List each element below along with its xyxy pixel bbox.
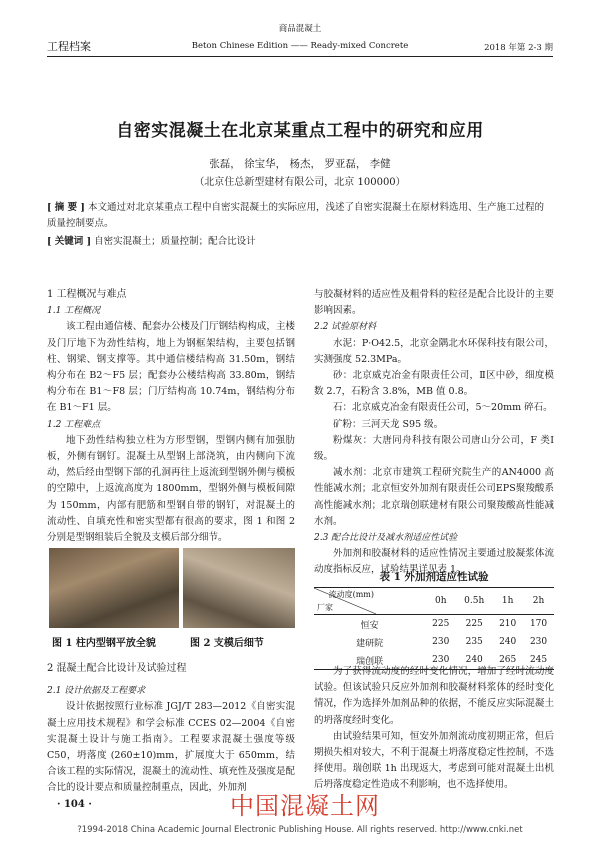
keywords [47,234,553,250]
paragraph: 该工程由通信楼、配套办公楼及门厅钢结构构成，主楼及门厅地下为劲性结构，地上为钢框架结构，主要包括钢柱、钢梁、钢支撑等。其中通信楼结构高 31.50m，钢结构分布在 B2～F5 层；配套办公楼结构高 33.80m，钢结构分布在 B1～F8 层；门厅结构高 10.74m，钢结构分布在 B1～F1 层。 [47,321,295,414]
table-cell: 210 [499,619,517,629]
paragraph: 由试验结果可知，恒安外加剂流动度初期正常，但后期损失相对较大，不利于混凝土坍落度稳定性控制，不选择使用。瑞创联 1h 出现返大，考虑到可能对混凝土出机后坍落度稳定性造成不利影响，也不选择使用。 [314,730,554,791]
figure-2-photo [183,548,295,628]
material-sand: 砂：北京威克冶金有限责任公司，Ⅱ区中砂，细度模数 2.7，石粉含 3.8%，MB 值 0.8。 [314,370,554,398]
table-cell: 240 [456,651,492,670]
table-1-title: 表 1 外加剂适应性试验 [379,571,489,583]
subsection-heading: 1.2 工程难点 [47,419,101,430]
journal-name: 商品混凝土 [278,24,322,34]
header-bottom-label: 厂家 [317,603,333,612]
subsection-heading: 2.3 配合比设计及减水剂适应性试验 [314,533,458,544]
table-cell: 170 [529,619,548,629]
affiliation: （北京住总新型建材有限公司，北京 100000） [194,177,406,188]
table-cell: 230 [529,637,548,647]
table-cell: 265 [492,651,523,670]
copyright-footer: ?1994-2018 China Academic Journal Electronic Publishing House. All rights reserved. http://www.cnki.net [77,825,523,835]
table-cell: 235 [465,637,483,647]
section-label: 工程档案 [47,40,91,53]
abstract-label: [ 摘 要 ] [47,202,85,213]
paragraph: 与胶凝材料的适应性及粗骨料的粒径是配合比设计的主要影响因素。 [314,289,554,317]
keywords-label: [ 关键词 ] [47,236,92,247]
paper-title: 自密实混凝土在北京某重点工程中的研究和应用 [116,121,484,141]
section-heading: 2 混凝土配合比设计及试验过程 [47,663,187,674]
row-label: 恒安 [360,620,379,631]
header-top-label: 流动度(mm) [328,590,374,599]
column-header: 0h [425,588,456,615]
abstract [47,200,553,232]
abstract-text: 本文通过对北京某重点工程中自密实混凝土的实际应用，浅述了自密实混凝土在原材料选用、生产施工过程的质量控制要点。 [47,202,544,229]
figure-1-caption: 图 1 柱内型钢平放全貌 [52,638,156,649]
subsection-heading: 2.1 设计依据及工程要求 [47,686,146,697]
watermark: 中国混凝土网 [230,792,380,820]
keywords-text: 自密实混凝土；质量控制；配合比设计 [94,236,256,247]
material-admixture: 减水剂：北京市建筑工程研究院生产的AN4000 高性能减水剂；北京恒安外加剂有限责任公司EPS聚羧酸系高性能减水剂；北京瑞创联建材有限公司聚羧酸高性能减水剂。 [314,467,554,527]
section-heading: 1 工程概况与难点 [47,289,127,300]
column-header: 2h [523,588,554,615]
table-cell: 240 [499,637,517,647]
left-column-lower [47,661,295,797]
left-column-upper [47,287,295,546]
authors: 张磊， 徐宝华， 杨杰， 罗亚磊， 李健 [209,158,391,170]
material-cement: 水泥：P·O42.5，北京金隅北水环保科技有限公司，实测强度 52.3MPa。 [314,337,554,365]
right-column-upper [314,287,554,579]
table-cell: 245 [523,651,554,670]
table-cell: 225 [465,619,483,629]
paragraph: 外加剂和胶凝材料的适应性情况主要通过胶凝浆体流动度指标反应，试验结果详见表 1。 [314,548,554,576]
subsection-heading: 1.1 工程概况 [47,306,101,317]
material-slag: 矿粉：三河天龙 S95 级。 [333,418,444,430]
material-stone: 石：北京威克冶金有限责任公司，5～20mm 碎石。 [333,402,553,414]
column-header: 1h [492,588,523,615]
right-column-lower [314,664,554,794]
figure-1-photo [49,548,179,628]
table-cell: 225 [432,619,450,629]
table-cell: 230 [432,637,450,647]
paragraph: 地下劲性结构独立柱为方形型钢，型钢内侧有加强肋板，外侧有钢钉。混凝土从型钢上部浇筑，由内侧向下流动，然后经由型钢下部的孔洞再往上返流到型钢外侧与模板的空隙中，上返流高度为 1800mm，型钢外侧与模板间隙为 150mm，内部有肥筋和型钢自带的钢钉，对混凝土的流动性、自填充性和密实型都有很高的要求，图 1 和图 2 分别是型钢组装后全貌及支模后部分细节。 [47,434,295,544]
table-header-row [314,588,554,615]
table-row [314,633,554,651]
diagonal-header-cell [314,588,425,615]
table-row [314,615,554,634]
issue-label: 2018 年第 2-3 期 [484,43,553,53]
row-label: 建研院 [356,638,384,649]
material-flyash: 粉煤灰：大唐同舟科技有限公司唐山分公司，F 类Ⅰ级。 [314,434,554,463]
subsection-heading: 2.2 试验原材料 [314,322,377,333]
journal-english-name: Beton Chinese Edition —— Ready-mixed Concrete [191,41,409,51]
header-rule [47,56,553,57]
page-number: · 104 · [57,799,92,810]
figure-2-caption: 图 2 支模后细节 [190,638,264,649]
table-1 [314,587,554,670]
paragraph: 为了获得流动度的经时变化情况，增加了经时流动度试验。但该试验只反应外加剂和胶凝材料浆体的经时变化情况，作为选择外加剂品种的依据，不能反应实际混凝土的坍落度经时变化。 [314,666,554,726]
row-label: 瑞创联 [314,651,425,670]
table-cell: 230 [425,651,456,670]
paragraph: 设计依据按照行业标准 JGJ/T 283—2012《自密实混凝土应用技术规程》和学会标准 CCES 02—2004《自密实混凝土设计与施工指南》。工程要求混凝土强度等级 C50，坍落度 (260±10)mm，扩展度大于 650mm，结合该工程的实际情况，混凝土的流动性、填充性及强度是配合比的设计要点和质量控制重点，因此，外加剂 [47,701,295,794]
column-header: 0.5h [456,588,492,615]
